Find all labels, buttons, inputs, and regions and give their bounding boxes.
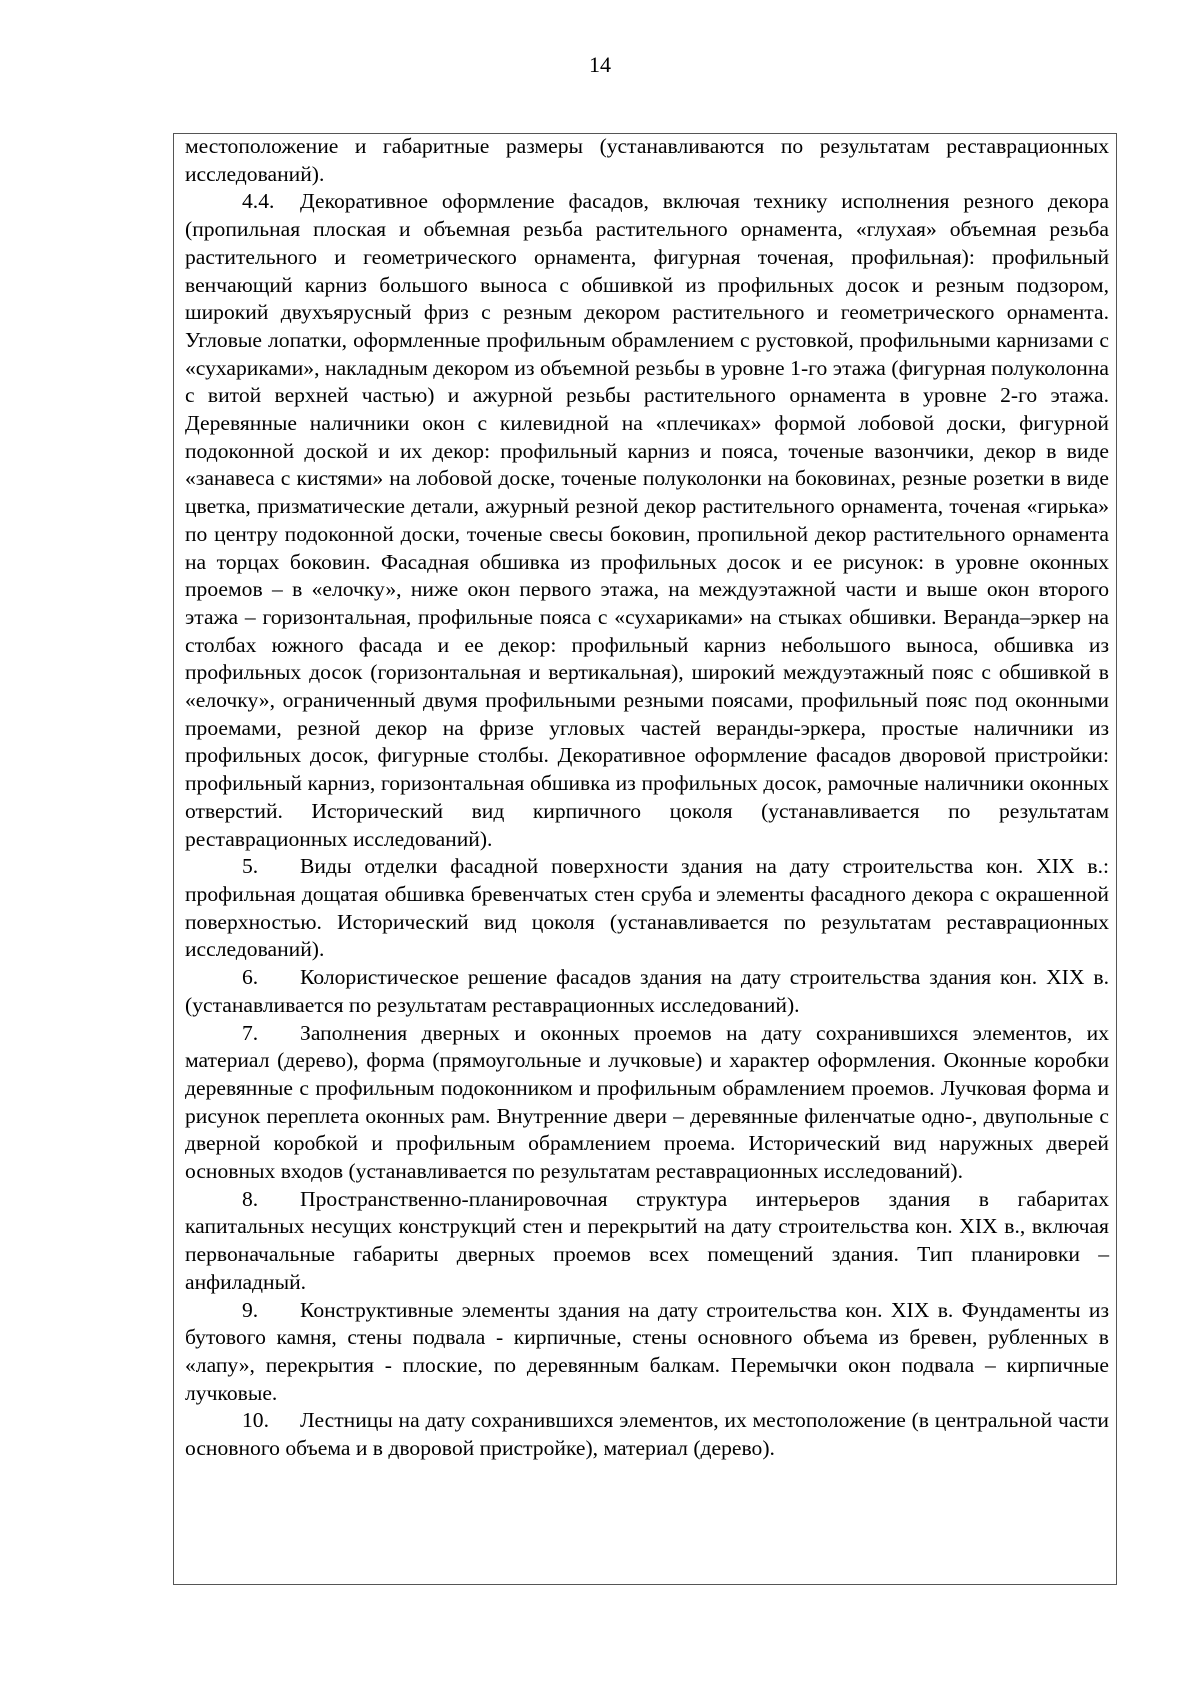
paragraph-number: 6. <box>242 965 259 990</box>
paragraph-7 <box>185 1020 1109 1186</box>
paragraph-text: Лестницы на дату сохранившихся элементов, их местоположение (в центральной части основного объема и в дворовой пристройке), материал (дерево). <box>185 1408 1109 1461</box>
paragraph-number: 8. <box>242 1186 259 1211</box>
paragraph-number: 9. <box>242 1297 259 1322</box>
paragraph-text: Виды отделки фасадной поверхности здания на дату строительства кон. XIX в.: профильная дощатая обшивка бревенчатых стен сруба и элементы фасадного декора с окрашенной поверхностью. Исторический вид цоколя (устанавливается по результатам реставрационных исследований). <box>185 854 1109 962</box>
paragraph-10 <box>185 1407 1109 1462</box>
paragraph-number: 7. <box>242 1020 259 1045</box>
paragraph-continuation <box>185 133 1109 188</box>
paragraph-number: 10. <box>242 1408 269 1433</box>
paragraph-text: Заполнения дверных и оконных проемов на дату сохранившихся элементов, их материал (дерево), форма (прямоугольные и лучковые) и характер оформления. Оконные коробки деревянные с профильным подоконником и профильным обрамлением проемов. Лучковая форма и рисунок переплета оконных рам. Внутренние двери – деревянные филенчатые одно-, двупольные с дверной коробкой и профильным обрамлением проема. Исторический вид наружных дверей основных входов (устанавливается по результатам реставрационных исследований). <box>185 1020 1109 1184</box>
paragraph-number: 5. <box>242 854 259 879</box>
paragraph-text: Пространственно-планировочная структура интерьеров здания в габаритах капитальных несущих конструкций стен и перекрытий на дату строительства кон. XIX в., включая первоначальные габариты дверных проемов всех помещений здания. Тип планировки – анфиладный. <box>185 1186 1109 1294</box>
paragraph-9 <box>185 1297 1109 1408</box>
document-body <box>185 133 1109 1463</box>
paragraph-text: местоположение и габаритные размеры (устанавливаются по результатам реставрационных исследований). <box>185 134 1109 186</box>
paragraph-5 <box>185 853 1109 964</box>
page-number: 14 <box>589 52 611 77</box>
paragraph-4-4 <box>185 188 1109 853</box>
paragraph-text: Конструктивные элементы здания на дату строительства кон. XIX в. Фундаменты из бутового камня, стены подвала - кирпичные, стены основного объема из бревен, рубленных в «лапу», перекрытия - плоские, по деревянным балкам. Перемычки окон подвала – кирпичные лучковые. <box>185 1297 1109 1405</box>
paragraph-8 <box>185 1186 1109 1297</box>
paragraph-number: 4.4. <box>242 189 275 214</box>
paragraph-text: Колористическое решение фасадов здания на дату строительства здания кон. XIX в. (устанавливается по результатам реставрационных исследований). <box>185 965 1109 1017</box>
paragraph-6 <box>185 964 1109 1019</box>
paragraph-text: Декоративное оформление фасадов, включая технику исполнения резного декора (пропильная плоская и объемная резьба растительного орнамента, «глухая» объемная резьба растительного и геометрического орнамента, фигурная точеная, профильная): профильный венчающий карниз большого выноса с обшивкой из профильных досок и резным подзором, широкий двухъярусный фриз с резным декором растительного и геометрического орнамента. Угловые лопатки, оформленные профильным обрамлением с рустовкой, профильными карнизами с «сухариками», накладным декором из объемной резьбы в уровне 1-го этажа (фигурная полуколонна с витой верхней частью) и ажурной резьбы растительного орнамента в уровне 2-го этажа. Деревянные наличники окон с килевидной на «плечиках» формой лобовой доски, фигурной подоконной доской и их декор: профильный карниз и пояса, точеные вазончики, декор в виде «занавеса с кистями» на лобовой доске, точеные полуколонки на боковинах, резные розетки в виде цветка, призматические детали, ажурный резной декор растительного орнамента, точеная «гирька» по центру подоконной доски, точеные свесы боковин, пропильной декор растительного орнамента на торцах боковин. Фасадная обшивка из профильных досок и ее рисунок: в уровне оконных проемов – в «елочку», ниже окон первого этажа, на междуэтажной части и выше окон второго этажа – горизонтальная, профильные пояса с «сухариками» на стыках обшивки. Веранда–эркер на столбах южного фасада и ее декор: профильный карниз небольшого выноса, обшивка из профильных досок (горизонтальная и вертикальная), широкий междуэтажный пояс с обшивкой в «елочку», ограниченный двумя профильными резными поясами, профильный пояс под оконными проемами, резной декор на фризе угловых частей веранды-эркера, простые наличники из профильных досок, фигурные столбы. Декоративное оформление фасадов дворовой пристройки: профильный карниз, горизонтальная обшивка из профильных досок, рамочные наличники оконных отверстий. Исторический вид кирпичного цоколя (устанавливается по результатам реставрационных исследований). <box>185 189 1109 851</box>
